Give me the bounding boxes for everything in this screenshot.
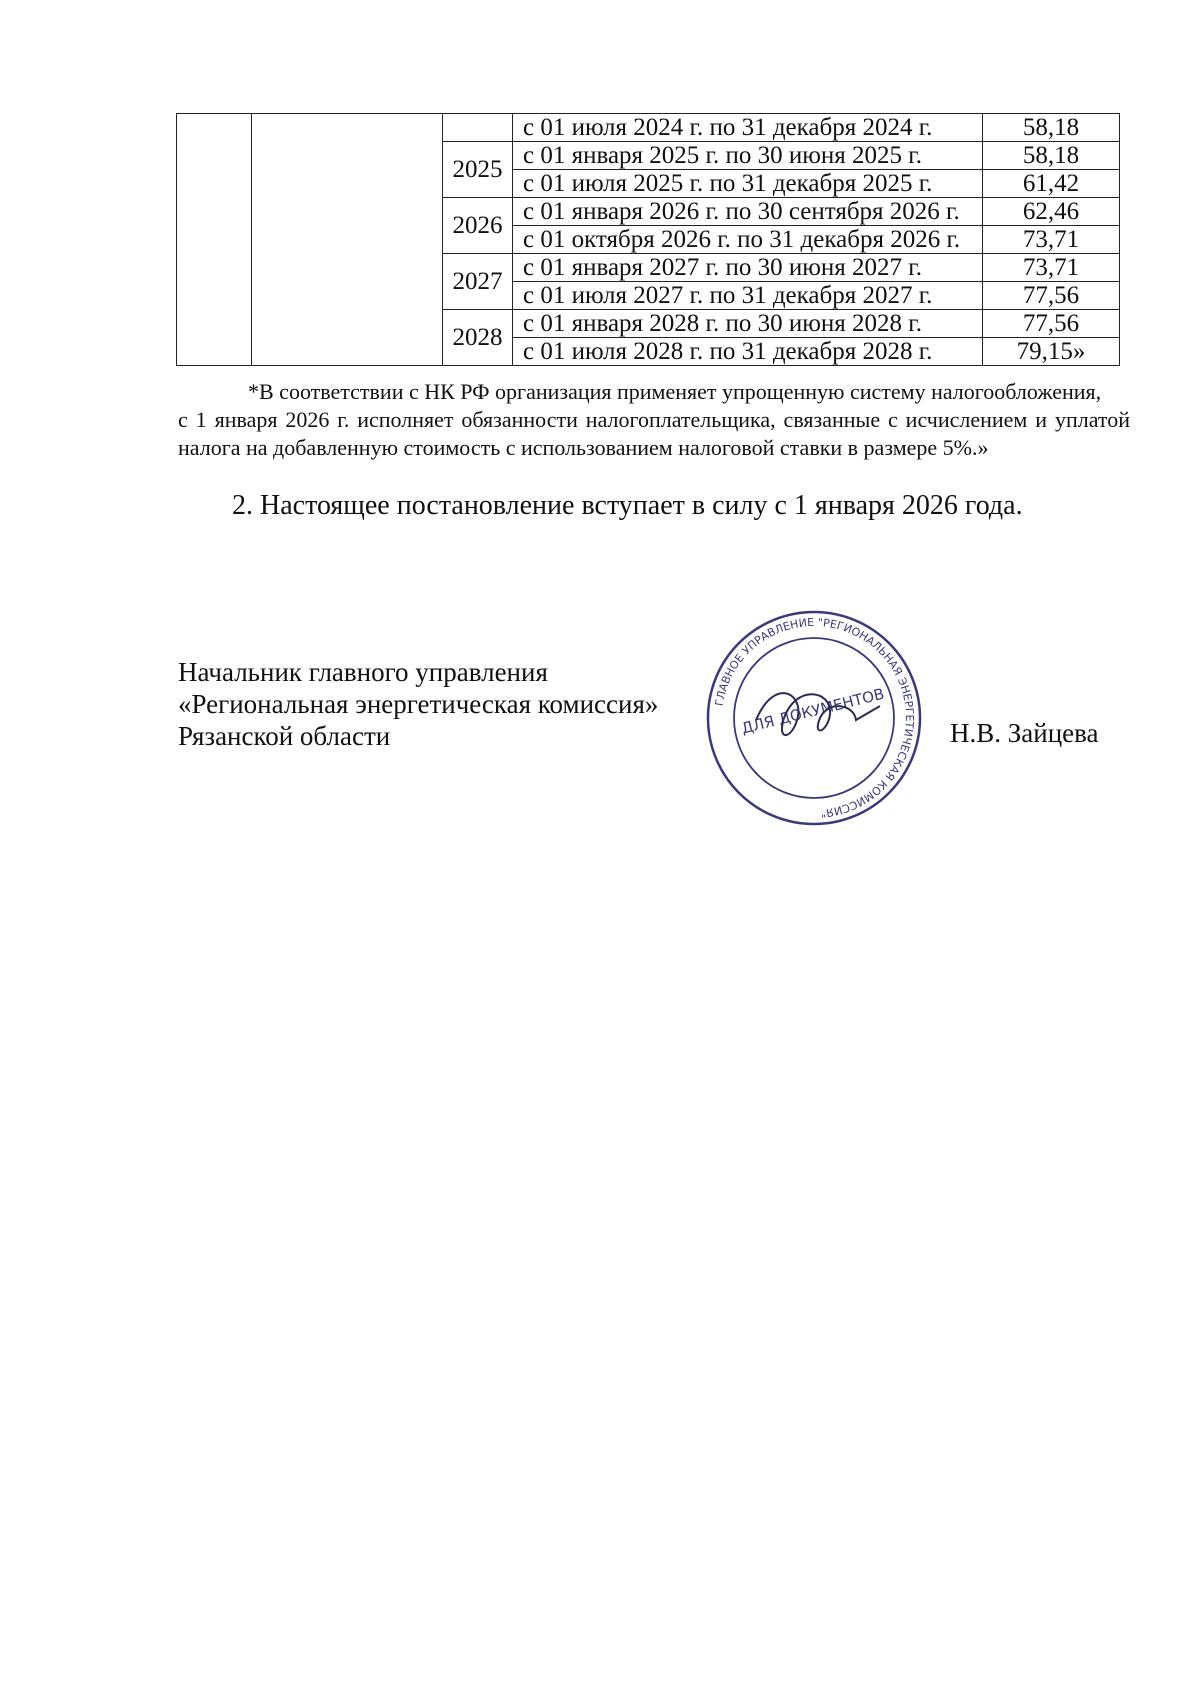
tariff-value-cell: 62,46 — [983, 198, 1120, 226]
year-cell: 2025 — [443, 142, 513, 198]
footnote-rest: с 1 января 2026 г. исполняет обязанности налогоплательщика, связанные с исчислением и уплатой налога на добавленную стоимость с использованием налоговой ставки в размере 5%.» — [178, 407, 1130, 460]
official-seal — [704, 608, 924, 828]
table-cell-empty — [177, 114, 252, 366]
tariff-value-cell: 58,18 — [983, 142, 1120, 170]
tariff-value-cell: 73,71 — [983, 254, 1120, 282]
signatory-title — [178, 656, 658, 752]
year-cell: 2028 — [443, 310, 513, 366]
tariff-value-cell: 79,15» — [983, 338, 1120, 366]
tariff-value-cell: 61,42 — [983, 170, 1120, 198]
period-cell: с 01 октября 2026 г. по 31 декабря 2026 г. — [513, 226, 983, 254]
period-cell: с 01 июля 2025 г. по 31 декабря 2025 г. — [513, 170, 983, 198]
period-cell: с 01 июля 2024 г. по 31 декабря 2024 г. — [513, 114, 983, 142]
seal-center-text: ДЛЯ ДОКУМЕНТОВ — [739, 684, 887, 738]
footnote-line-1: *В соответствии с НК РФ организация применяет упрощенную систему налогообложения, — [248, 379, 1102, 404]
tariff-value-cell: 77,56 — [983, 310, 1120, 338]
year-cell: 2026 — [443, 198, 513, 254]
period-cell: с 01 января 2027 г. по 30 июня 2027 г. — [513, 254, 983, 282]
period-cell: с 01 января 2028 г. по 30 июня 2028 г. — [513, 310, 983, 338]
year-cell — [443, 114, 513, 142]
signer-name: Н.В. Зайцева — [950, 718, 1099, 748]
clause-effective-date: 2. Настоящее постановление вступает в силу с 1 января 2026 года. — [232, 490, 1023, 521]
tariff-table-body — [177, 114, 1120, 366]
signatory-line-3: Рязанской области — [178, 721, 391, 751]
year-cell: 2027 — [443, 254, 513, 310]
tariff-value-cell: 77,56 — [983, 282, 1120, 310]
period-cell: с 01 июля 2027 г. по 31 декабря 2027 г. — [513, 282, 983, 310]
signatory-line-1: Начальник главного управления — [178, 657, 548, 687]
period-cell: с 01 января 2025 г. по 30 июня 2025 г. — [513, 142, 983, 170]
signatory-line-2: «Региональная энергетическая комиссия» — [178, 689, 659, 719]
period-cell: с 01 июля 2028 г. по 31 декабря 2028 г. — [513, 338, 983, 366]
seal-outer-text: ГЛАВНОЕ УПРАВЛЕНИЕ "РЕГИОНАЛЬНАЯ ЭНЕРГЕТИЧЕСКАЯ КОМИССИЯ" — [712, 615, 917, 820]
tariff-table — [176, 113, 1120, 366]
tariff-value-cell: 73,71 — [983, 226, 1120, 254]
tariff-value-cell: 58,18 — [983, 114, 1120, 142]
tax-footnote — [178, 378, 1130, 462]
period-cell: с 01 января 2026 г. по 30 сентября 2026 г. — [513, 198, 983, 226]
table-row — [177, 114, 1120, 142]
table-cell-empty — [252, 114, 443, 366]
